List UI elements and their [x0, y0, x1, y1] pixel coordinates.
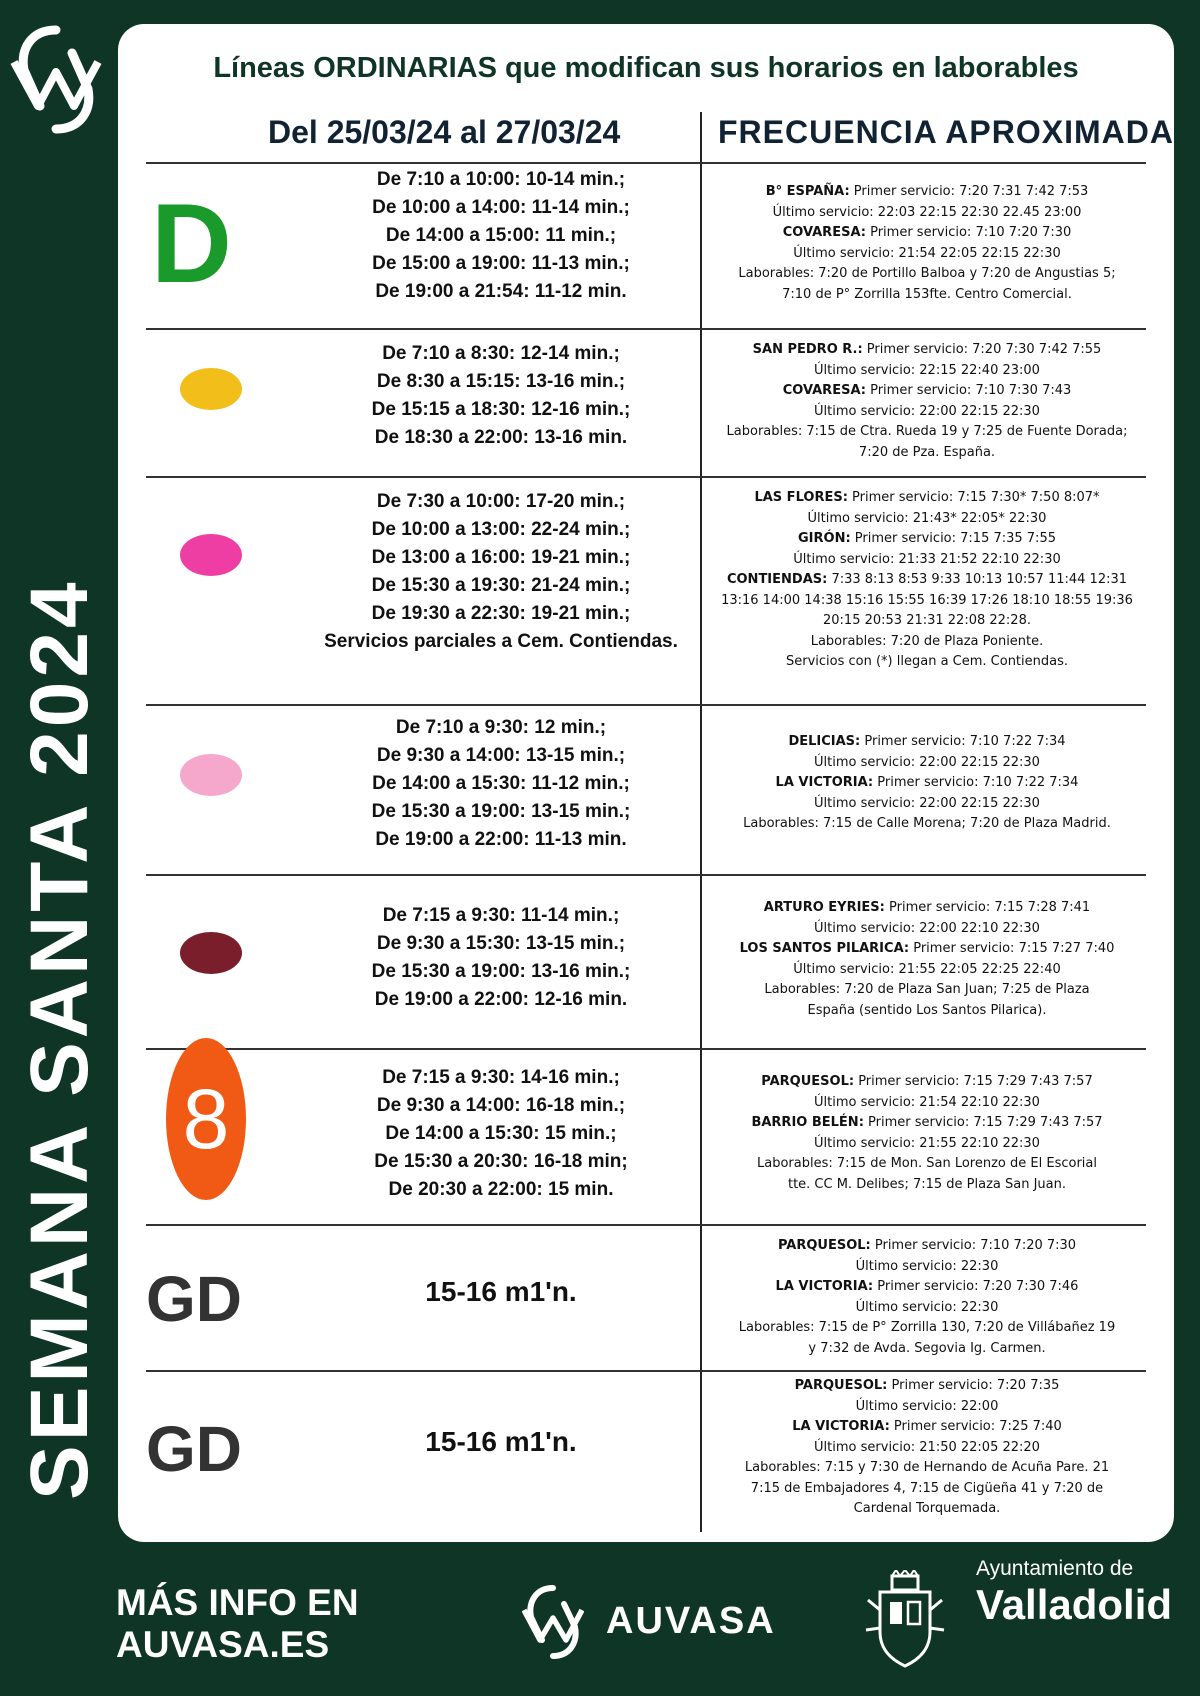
valladolid-crest-icon	[860, 1570, 950, 1670]
schedule-line: De 10:00 a 14:00: 11-14 min.;	[372, 197, 630, 218]
frequency-line: Laborables: 7:15 y 7:30 de Hernando de Acuña Pare. 21	[744, 1460, 1110, 1475]
frequency-line: Laborables: 7:20 de Plaza San Juan; 7:25 de Plaza	[764, 982, 1090, 997]
schedule-line: De 7:10 a 8:30: 12-14 min.;	[382, 343, 620, 364]
line-row-d	[146, 162, 1146, 340]
frequency-line: PARQUESOL: Primer servicio: 7:20 7:35	[794, 1378, 1060, 1393]
schedule-list	[311, 1064, 691, 1204]
frequency-list	[701, 1072, 1153, 1195]
frequency-line: Cardenal Torquemada.	[853, 1501, 1001, 1516]
schedule-line: De 7:30 a 10:00: 17-20 min.;	[376, 491, 626, 512]
schedule-line: De 14:00 a 15:30: 11-12 min.;	[372, 773, 630, 794]
frequency-list	[701, 1236, 1153, 1359]
schedule-list	[311, 488, 691, 656]
frequency-line: Último servicio: 22:00 22:15 22:30	[814, 795, 1040, 811]
schedule-line: De 19:30 a 22:30: 19-21 min.;	[371, 603, 631, 624]
frequency-line: Laborables: 7:15 de Calle Morena; 7:20 de Plaza Madrid.	[743, 816, 1111, 831]
schedule-line: De 7:15 a 9:30: 14-16 min.;	[382, 1067, 620, 1088]
schedule-line: De 19:00 a 22:00: 12-16 min.	[374, 989, 628, 1010]
yellow-line-badge	[180, 368, 242, 410]
frequency-line: 20:15 20:53 21:31 22:08 22:28.	[823, 613, 1031, 628]
line-8-badge: 8	[166, 1038, 246, 1200]
frequency-list	[701, 488, 1153, 673]
line-row-yellow	[146, 328, 1146, 478]
frequency-line: Último servicio: 21:50 22:05 22:20	[814, 1439, 1040, 1455]
schedule-line: De 18:30 a 22:00: 13-16 min.	[374, 427, 628, 448]
frequency-list	[701, 340, 1153, 463]
frequency-line: Servicios con (*) llegan a Cem. Contiendas.	[785, 654, 1069, 669]
schedule-line: De 9:30 a 14:00: 16-18 min.;	[376, 1095, 626, 1116]
auvasa-logo-icon	[10, 22, 102, 137]
website-url: AUVASA.ES	[116, 1624, 330, 1665]
line-gd-badge: GD	[146, 1263, 242, 1335]
schedule-line: De 15:00 a 19:00: 11-13 min.;	[372, 253, 630, 274]
schedule-line: De 14:00 a 15:30: 15 min.;	[385, 1123, 617, 1144]
frequency-line: Laborables: 7:15 de P° Zorrilla 130, 7:20 de Villábañez 19	[738, 1320, 1116, 1335]
frequency-line: 7:20 de Pza. España.	[858, 444, 996, 460]
schedule-line: De 13:00 a 16:00: 19-21 min.;	[371, 547, 631, 568]
frequency-line: Laborables: 7:15 de Mon. San Lorenzo de El Escorial	[757, 1156, 1097, 1171]
schedule-line: De 15:15 a 18:30: 12-16 min.;	[371, 399, 631, 420]
frequency-line: Laborables: 7:15 de Ctra. Rueda 19 y 7:25 de Fuente Dorada;	[726, 424, 1128, 439]
page-title: Líneas ORDINARIAS que modifican sus horarios en laborables	[213, 52, 1079, 84]
date-range-header: Del 25/03/24 al 27/03/24	[268, 114, 621, 150]
city-hall-line: Ayuntamiento de	[976, 1557, 1134, 1580]
schedule-line: Servicios parciales a Cem. Contiendas.	[324, 631, 678, 652]
schedule-line: De 14:00 a 15:00: 11 min.;	[385, 225, 617, 246]
frequency-line: Último servicio: 21:55 22:05 22:25 22:40	[793, 961, 1061, 977]
frequency-line: tte. CC M. Delibes; 7:15 de Plaza San Juan.	[787, 1176, 1067, 1192]
frequency-list	[701, 182, 1153, 305]
frequency-line: España (sentido Los Santos Pilarica).	[807, 1002, 1047, 1018]
schedule-line: De 15:30 a 19:00: 13-16 min.;	[371, 961, 631, 982]
frequency-line: 7:15 de Embajadores 4, 7:15 de Cigüeña 41 y 7:20 de	[750, 1480, 1104, 1496]
frequency-line: Último servicio: 22:03 22:15 22:30 22.45 23:00	[772, 204, 1082, 220]
side-title: SEMANA SANTA 2024	[14, 578, 105, 1500]
line-row-gd-2	[146, 1370, 1146, 1532]
frequency-line: Último servicio: 22:30	[855, 1299, 999, 1315]
frequency-line: Último servicio: 21:54 22:05 22:15 22:30	[793, 245, 1061, 261]
frequency-line: LA VICTORIA: Primer servicio: 7:20 7:30 7:46	[775, 1279, 1079, 1294]
frequency-line: Último servicio: 21:55 22:10 22:30	[814, 1135, 1040, 1151]
frequency-list	[701, 732, 1153, 835]
schedule-line: De 10:00 a 13:00: 22-24 min.;	[371, 519, 631, 540]
line-row-8	[146, 1048, 1146, 1226]
frequency-line: LAS FLORES: Primer servicio: 7:15 7:30* 7:50 8:07*	[754, 490, 1100, 505]
more-info-line: MÁS INFO EN	[116, 1582, 359, 1623]
frequency-line: Último servicio: 22:30	[855, 1258, 999, 1274]
city-name: Valladolid	[976, 1581, 1173, 1628]
city-hall-label	[976, 1556, 1172, 1629]
frequency-line: Último servicio: 21:54 22:10 22:30	[814, 1094, 1040, 1110]
frequency-line: PARQUESOL: Primer servicio: 7:15 7:29 7:43 7:57	[761, 1074, 1093, 1089]
schedule-list	[311, 340, 691, 452]
schedule-line: De 19:00 a 21:54: 11-12 min.	[375, 281, 627, 302]
line-row-gd-1	[146, 1224, 1146, 1372]
line-d-badge: D	[151, 181, 232, 306]
frequency-line: Último servicio: 22:00 22:15 22:30	[814, 403, 1040, 419]
schedule-line: De 7:15 a 9:30: 11-14 min.;	[382, 905, 620, 926]
pink-line-badge	[180, 754, 242, 796]
schedule-list	[311, 166, 691, 306]
auvasa-logo-icon	[522, 1582, 584, 1662]
frequency-line: Último servicio: 22:00 22:10 22:30	[814, 920, 1040, 936]
frequency-line: 7:10 de P° Zorrilla 153fte. Centro Comercial.	[782, 286, 1072, 302]
frequency-line: COVARESA: Primer servicio: 7:10 7:20 7:30	[782, 225, 1072, 240]
schedule-line: De 20:30 a 22:00: 15 min.	[388, 1179, 614, 1200]
frequency-line: Último servicio: 21:43* 22:05* 22:30	[807, 510, 1047, 526]
line-gd-badge: GD	[146, 1413, 242, 1485]
frequency-line: B° ESPAÑA: Primer servicio: 7:20 7:31 7:42 7:53	[765, 184, 1089, 199]
frequency-line: Último servicio: 22:15 22:40 23:00	[814, 362, 1040, 378]
frequency-line: LA VICTORIA: Primer servicio: 7:25 7:40	[792, 1419, 1062, 1434]
schedule-line: De 15:30 a 19:30: 21-24 min.;	[371, 575, 631, 596]
frequency-line: PARQUESOL: Primer servicio: 7:10 7:20 7:30	[777, 1238, 1077, 1253]
schedule-line: 15-16 m1'n.	[425, 1276, 577, 1307]
frequency-line: DELICIAS: Primer servicio: 7:10 7:22 7:34	[788, 734, 1066, 749]
frequency-line: COVARESA: Primer servicio: 7:10 7:30 7:43	[782, 383, 1072, 398]
frequency-line: CONTIENDAS: 7:33 8:13 8:53 9:33 10:13 10:57 11:44 12:31	[726, 572, 1128, 587]
frequency-line: Último servicio: 22:00 22:15 22:30	[814, 754, 1040, 770]
schedule-line: De 15:30 a 19:00: 13-15 min.;	[371, 801, 631, 822]
frequency-line: LOS SANTOS PILARICA: Primer servicio: 7:15 7:27 7:40	[739, 941, 1115, 956]
schedule-line: De 7:10 a 9:30: 12 min.;	[395, 717, 607, 738]
schedule-line: De 9:30 a 14:00: 13-15 min.;	[376, 745, 626, 766]
frequency-line: y 7:32 de Avda. Segovia Ig. Carmen.	[808, 1340, 1046, 1356]
line-row-pink	[146, 704, 1146, 876]
frequency-line: Último servicio: 22:00	[855, 1398, 999, 1414]
frequency-line: GIRÓN: Primer servicio: 7:15 7:35 7:55	[798, 531, 1056, 546]
frequency-line: 13:16 14:00 14:38 15:16 15:55 16:39 17:26 18:10 18:55 19:36	[721, 592, 1133, 608]
schedule-list	[311, 1428, 691, 1456]
frequency-line: Laborables: 7:20 de Portillo Balboa y 7:20 de Angustias 5;	[738, 266, 1116, 281]
frequency-line: Último servicio: 21:33 21:52 22:10 22:30	[793, 551, 1061, 567]
frequency-line: SAN PEDRO R.: Primer servicio: 7:20 7:30 7:42 7:55	[752, 342, 1102, 357]
schedule-list	[311, 902, 691, 1014]
frequency-line: ARTURO EYRIES: Primer servicio: 7:15 7:28 7:41	[763, 900, 1091, 915]
magenta-line-badge	[180, 534, 242, 576]
schedule-list	[311, 1278, 691, 1306]
schedule-line: De 7:10 a 10:00: 10-14 min.;	[376, 169, 626, 190]
frequency-list	[701, 1376, 1153, 1520]
schedule-line: De 9:30 a 15:30: 13-15 min.;	[376, 933, 626, 954]
line-row-magenta	[146, 476, 1146, 706]
line-row-maroon	[146, 874, 1146, 1052]
schedule-card	[118, 24, 1174, 1542]
schedule-line: De 8:30 a 15:15: 13-16 min.;	[376, 371, 626, 392]
frequency-line: Laborables: 7:20 de Plaza Poniente.	[810, 633, 1044, 649]
frequency-line: BARRIO BELÉN: Primer servicio: 7:15 7:29 7:43 7:57	[751, 1115, 1103, 1130]
maroon-line-badge	[180, 932, 242, 974]
frequency-list	[701, 898, 1153, 1021]
schedule-line: 15-16 m1'n.	[425, 1426, 577, 1457]
brand-name: AUVASA	[606, 1600, 776, 1642]
schedule-line: De 15:30 a 20:30: 16-18 min;	[374, 1151, 628, 1172]
frequency-header: FRECUENCIA APROXIMADA	[718, 114, 1174, 150]
schedule-line: De 19:00 a 22:00: 11-13 min.	[375, 829, 627, 850]
schedule-list	[311, 714, 691, 854]
frequency-line: LA VICTORIA: Primer servicio: 7:10 7:22 7:34	[775, 775, 1079, 790]
more-info-link[interactable]	[116, 1582, 359, 1666]
